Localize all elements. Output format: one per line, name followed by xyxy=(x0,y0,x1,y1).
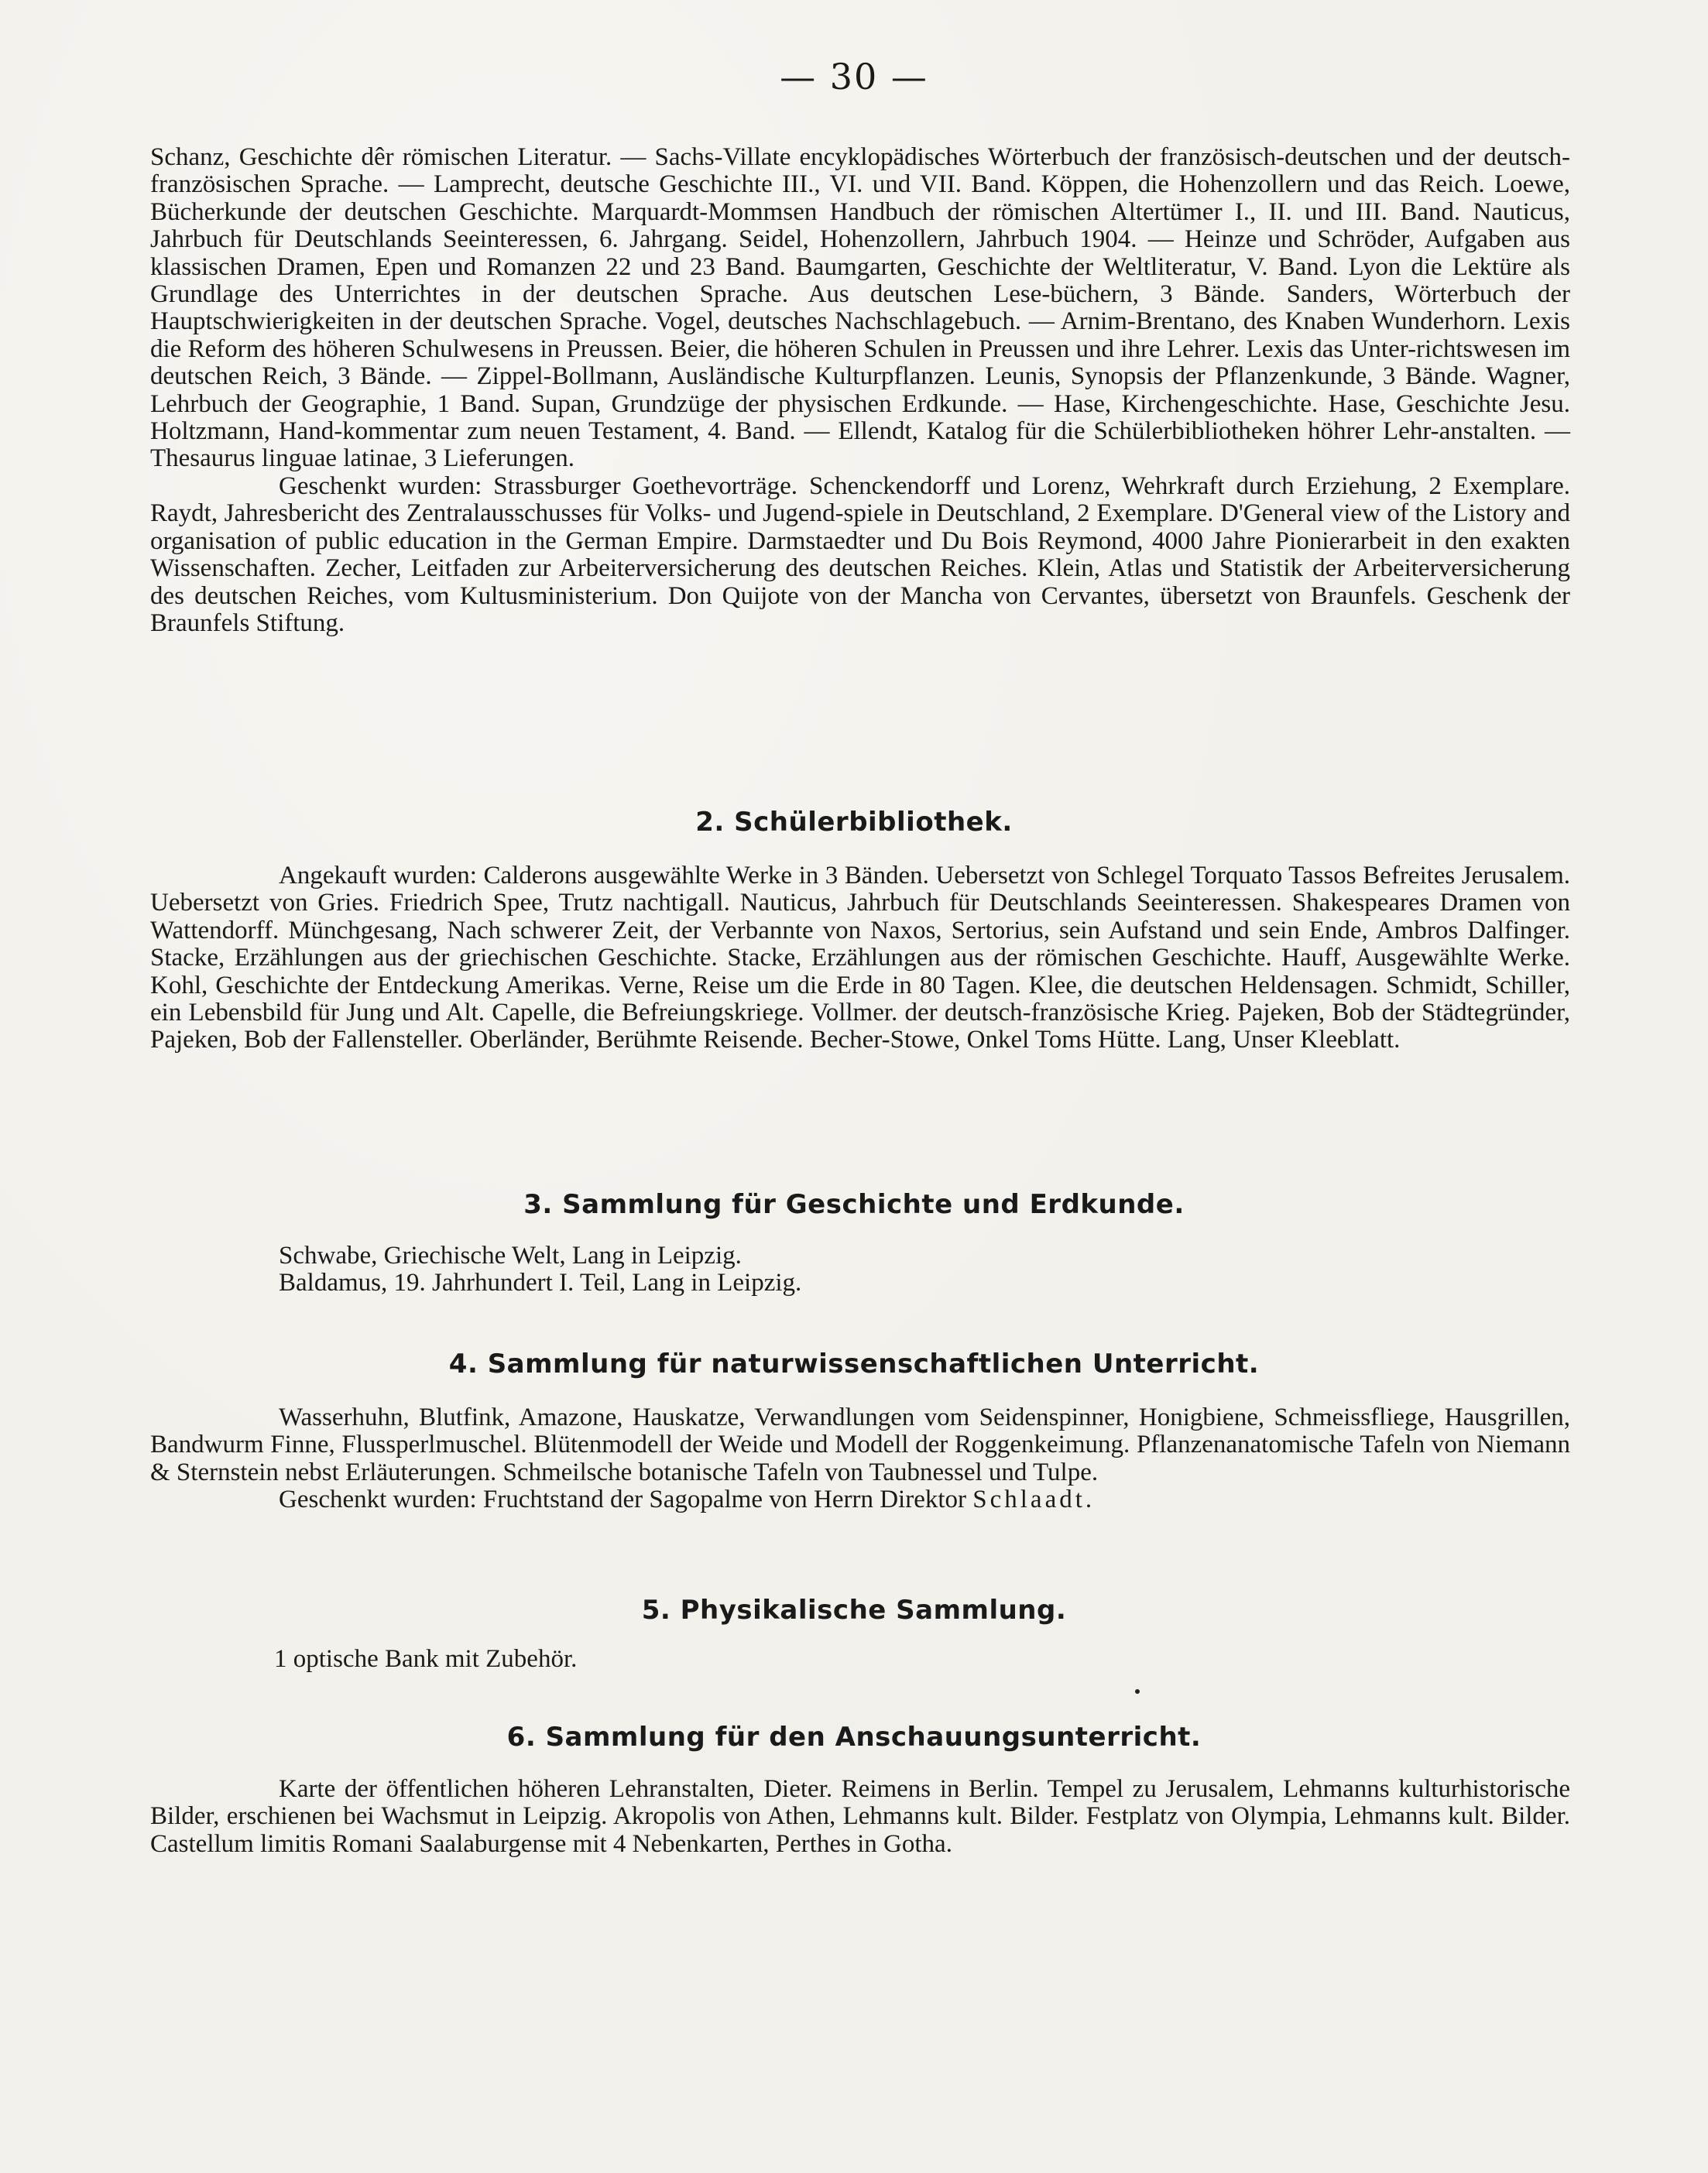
section-line: 1 optische Bank mit Zubehör. xyxy=(274,1645,578,1673)
section-text xyxy=(150,1404,1570,1514)
section-text xyxy=(150,862,1570,1054)
intro-text-block xyxy=(150,144,1570,637)
section-text xyxy=(150,1242,1570,1297)
section-paragraph: Angekauft wurden: Calderons ausgewählte Werke in 3 Bänden. Uebersetzt von Schlegel Torquato Tassos Befreites Jerusalem. Uebersetzt von Gries. Friedrich Spee, Trutz nachtigall. Nauticus, Jahrbuch für Deutschlands Seeinteressen. Shakespeares Dramen von Wattendorff. Münchgesang, Nach schwerer Zeit, der Verbannte von Naxos, Sertorius, sein Aufstand und sein Ende, Ambros Dalfinger. Stacke, Erzählungen aus der griechischen Geschichte. Stacke, Erzählungen aus der römischen Geschichte. Hauff, Ausgewählte Werke. Kohl, Geschichte der Entdeckung Amerikas. Verne, Reise um die Erde in 80 Tagen. Klee, die deutschen Heldensagen. Schmidt, Schiller, ein Lebensbild für Jung und Alt. Capelle, die Befreiungskriege. Vollmer. der deutsch-französische Krieg. Pajeken, Bob der Städtegründer, Pajeken, Bob der Fallensteller. Oberländer, Berühmte Reisende. Becher-Stowe, Onkel Toms Hütte. Lang, Unser Kleeblatt. xyxy=(150,862,1570,1054)
intro-paragraph: Geschenkt wurden: Strassburger Goethevorträge. Schenckendorff und Lorenz, Wehrkraft durch Erziehung, 2 Exemplare. Raydt, Jahresbericht des Zentralausschusses für Volks- und Jugend-spiele in Deutschland, 2 Exemplare. D'General view of the Listory and organisation of public education in the German Empire. Darmstaedter und Du Bois Reymond, 4000 Jahre Pionierarbeit in den exakten Wissenschaften. Zecher, Leitfaden zur Arbeiterversicherung des deutschen Reiches. Klein, Atlas und Statistik der Arbeiterversicherung des deutschen Reiches, vom Kultusministerium. Don Quijote von der Mancha von Cervantes, übersetzt von Braunfels. Geschenk der Braunfels Stiftung. xyxy=(150,471,1570,637)
section-heading: 4. Sammlung für naturwissenschaftlichen Unterricht. xyxy=(448,1349,1260,1380)
gift-suffix: . xyxy=(1085,1486,1092,1514)
intro-paragraph: Schanz, Geschichte dêr römischen Literatur. — Sachs-Villate encyklopädisches Wörterbuch der französisch-deutschen und der deutsch-französischen Sprache. — Lamprecht, deutsche Geschichte III., VI. und VII. Band. Köppen, die Hohenzollern und das Reich. Loewe, Bücherkunde der deutschen Geschichte. Marquardt-Mommsen Handbuch der römischen Altertümer I., II. und III. Band. Nauticus, Jahrbuch für Deutschlands Seeinteressen, 6. Jahrgang. Seidel, Hohenzollern, Jahrbuch 1904. — Heinze und Schröder, Aufgaben aus klassischen Dramen, Epen und Romanzen 22 und 23 Band. Baumgarten, Geschichte der Weltliteratur, V. Band. Lyon die Lektüre als Grundlage des Unterrichtes in der deutschen Sprache. Aus deutschen Lese-büchern, 3 Bände. Sanders, Wörterbuch der Hauptschwierigkeiten in der deutschen Sprache. Vogel, deutsches Nachschlagebuch. — Arnim-Brentano, des Knaben Wunderhorn. Lexis die Reform des höheren Schulwesens in Preussen. Beier, die höheren Schulen in Preussen und ihre Lehrer. Lexis das Unter-richtswesen im deutschen Reich, 3 Bände. — Zippel-Bollmann, Ausländische Kulturpflanzen. Leunis, Synopsis der Pflanzenkunde, 3 Bände. Wagner, Lehrbuch der Geographie, 1 Band. Supan, Grundzüge der physischen Erdkunde. — Hase, Kirchengeschichte. Hase, Geschichte Jesu. Holtzmann, Hand-kommentar zum neuen Testament, 4. Band. — Ellendt, Katalog für die Schülerbibliotheken höhrer Lehr-anstalten. — Thesaurus linguae latinae, 3 Lieferungen. xyxy=(150,143,1570,473)
page-number: — 30 — xyxy=(780,56,928,98)
section-heading: 5. Physikalische Sammlung. xyxy=(641,1595,1067,1626)
section-paragraph: Wasserhuhn, Blutfink, Amazone, Hauskatze, Verwandlungen vom Seidenspinner, Honigbiene, Schmeissfliege, Hausgrillen, Bandwurm Finne, Flussperlmuschel. Blütenmodell der Weide und Modell der Roggenkeimung. Pflanzenanatomische Tafeln von Niemann & Sternstein nebst Erläuterungen. Schmeilsche botanische Tafeln von Taubnessel und Tulpe. xyxy=(150,1404,1570,1486)
gift-paragraph xyxy=(150,1486,1570,1513)
section-heading: 3. Sammlung für Geschichte und Erdkunde. xyxy=(523,1189,1185,1220)
section-text xyxy=(150,1776,1570,1858)
gift-name: Schlaadt xyxy=(972,1486,1086,1514)
section-paragraph: Karte der öffentlichen höheren Lehranstalten, Dieter. Reimens in Berlin. Tempel zu Jerusalem, Lehmanns kulturhistorische Bilder, erschienen bei Wachsmut in Leipzig. Akropolis von Athen, Lehmanns kult. Bilder. Festplatz von Olympia, Lehmanns kult. Bilder. Castellum limitis Romani Saalaburgense mit 4 Nebenkarten, Perthes in Gotha. xyxy=(150,1775,1570,1858)
section-heading: 6. Sammlung für den Anschauungsunterricht. xyxy=(506,1722,1202,1753)
gift-text: Geschenkt wurden: Fruchtstand der Sagopalme von Herrn Direktor xyxy=(279,1486,973,1514)
ink-speck xyxy=(1135,1689,1140,1694)
section-line: Baldamus, 19. Jahrhundert I. Teil, Lang in Leipzig. xyxy=(279,1269,802,1297)
section-text xyxy=(150,1646,1570,1673)
section-line: Schwabe, Griechische Welt, Lang in Leipzig. xyxy=(279,1242,742,1270)
section-heading: 2. Schülerbibliothek. xyxy=(695,807,1013,838)
